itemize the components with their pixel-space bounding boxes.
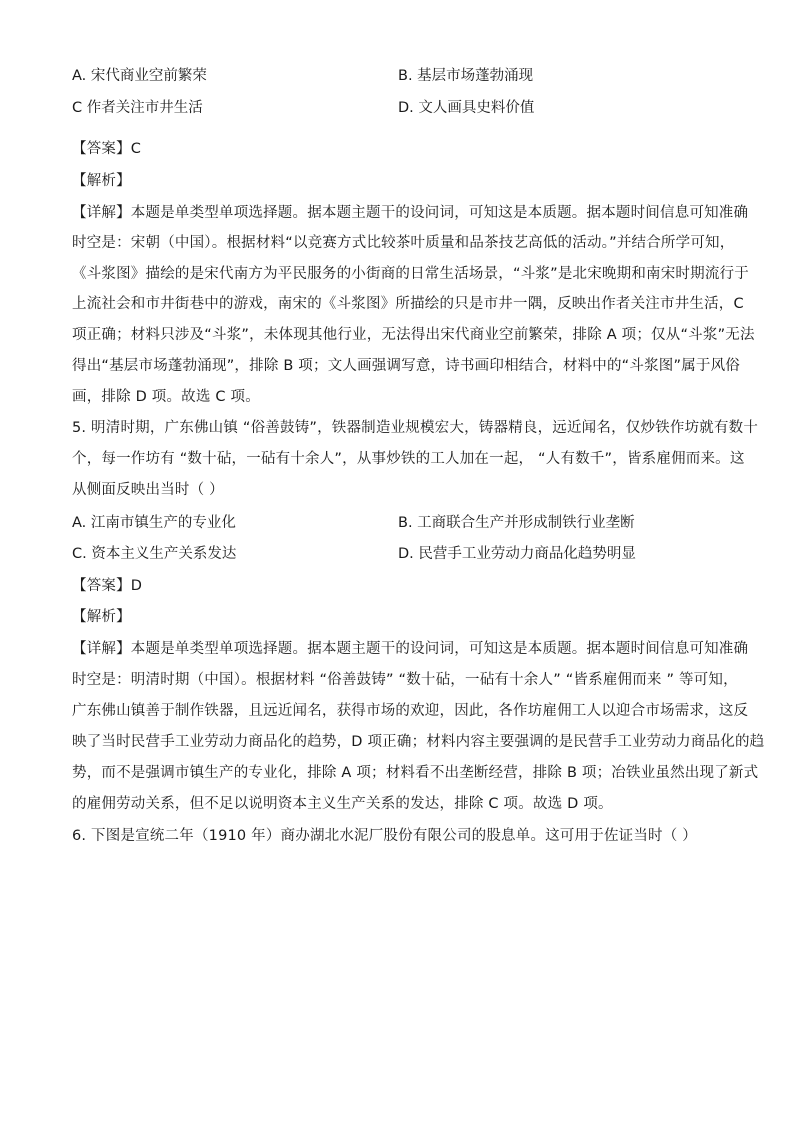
- q4-analysis-label: 【解析】: [72, 173, 131, 189]
- q6-stem: 6. 下图是宣统二年（1910 年）商办湖北水泥厂股份有限公司的股息单。这可用于佐证当时（ ）: [72, 828, 697, 844]
- q5-explanation-line: 时空是：明清时期（中国）。根据材料 “俗善鼓铸” “数十砧，一砧有十余人” “皆系雇佣而来 ” 等可知，: [72, 672, 738, 688]
- q4-explanation-line: 时空是：宋朝（中国）。根据材料“以竞赛方式比较茶叶质量和品茶技艺高低的活动。”并结合所学可知，: [72, 235, 735, 251]
- q4-explanation-line: 《斗浆图》描绘的是宋代南方为平民服务的小街商的日常生活场景，“斗浆”是北宋晚期和南宋时期流行于: [72, 266, 749, 282]
- q4-answer: 【答案】C: [72, 141, 142, 157]
- q5-explanation-line: 的雇佣劳动关系，但不足以说明资本主义生产关系的发达，排除 C 项。故选 D 项。: [72, 796, 613, 812]
- q4-explanation-line: 【详解】本题是单类型单项选择题。据本题主题干的设问词，可知这是本质题。据本题时间信息可知准确: [72, 205, 749, 221]
- q5-explanation-line: 势，而不是强调市镇生产的专业化，排除 A 项；材料看不出垄断经营，排除 B 项；冶铁业虽然出现了新式: [72, 765, 759, 781]
- q4-option-b: B. 基层市场蓬勃涌现: [398, 68, 534, 84]
- q4-option-d: D. 文人画具史料价值: [398, 100, 535, 116]
- q4-option-c: C 作者关注市井生活: [72, 100, 203, 116]
- q5-stem-line: 5. 明清时期，广东佛山镇 “俗善鼓铸”，铁器制造业规模宏大，铸器精良，远近闻名，仅炒铁作坊就有数十: [72, 420, 759, 436]
- q4-explanation-line: 项正确；材料只涉及“斗浆”，未体现其他行业，无法得出宋代商业空前繁荣，排除 A 项；仅从“斗浆”无法: [72, 327, 755, 343]
- q4-explanation-line: 画，排除 D 项。故选 C 项。: [72, 389, 260, 405]
- q5-option-b: B. 工商联合生产并形成制铁行业垄断: [398, 515, 635, 531]
- q5-explanation-line: 【详解】本题是单类型单项选择题。据本题主题干的设问词，可知这是本质题。据本题时间信息可知准确: [72, 641, 749, 657]
- q5-analysis-label: 【解析】: [72, 609, 131, 625]
- q5-option-a: A. 江南市镇生产的专业化: [72, 515, 236, 531]
- q5-option-d: D. 民营手工业劳动力商品化趋势明显: [398, 546, 636, 562]
- q5-stem-line: 个，每一作坊有 “数十砧，一砧有十余人”，从事炒铁的工人加在一起， “人有数千”，皆系雇佣而来。这: [72, 451, 745, 467]
- q5-explanation-line: 映了当时民营手工业劳动力商品化的趋势，D 项正确；材料内容主要强调的是民营手工业劳动力商品化的趋: [72, 734, 765, 750]
- q4-option-a: A. 宋代商业空前繁荣: [72, 68, 207, 84]
- q4-explanation-line: 上流社会和市井街巷中的游戏，南宋的《斗浆图》所描绘的只是市井一隅，反映出作者关注市井生活，C: [72, 296, 744, 312]
- q4-explanation-line: 得出“基层市场蓬勃涌现”，排除 B 项；文人画强调写意，诗书画印相结合，材料中的“斗浆图”属于风俗: [72, 358, 741, 374]
- q5-explanation-line: 广东佛山镇善于制作铁器，且远近闻名，获得市场的欢迎，因此，各作坊雇佣工人以迎合市场需求，这反: [72, 703, 749, 719]
- q5-answer: 【答案】D: [72, 578, 143, 594]
- q5-option-c: C. 资本主义生产关系发达: [72, 546, 237, 562]
- q5-stem-line: 从侧面反映出当时（ ）: [72, 482, 224, 498]
